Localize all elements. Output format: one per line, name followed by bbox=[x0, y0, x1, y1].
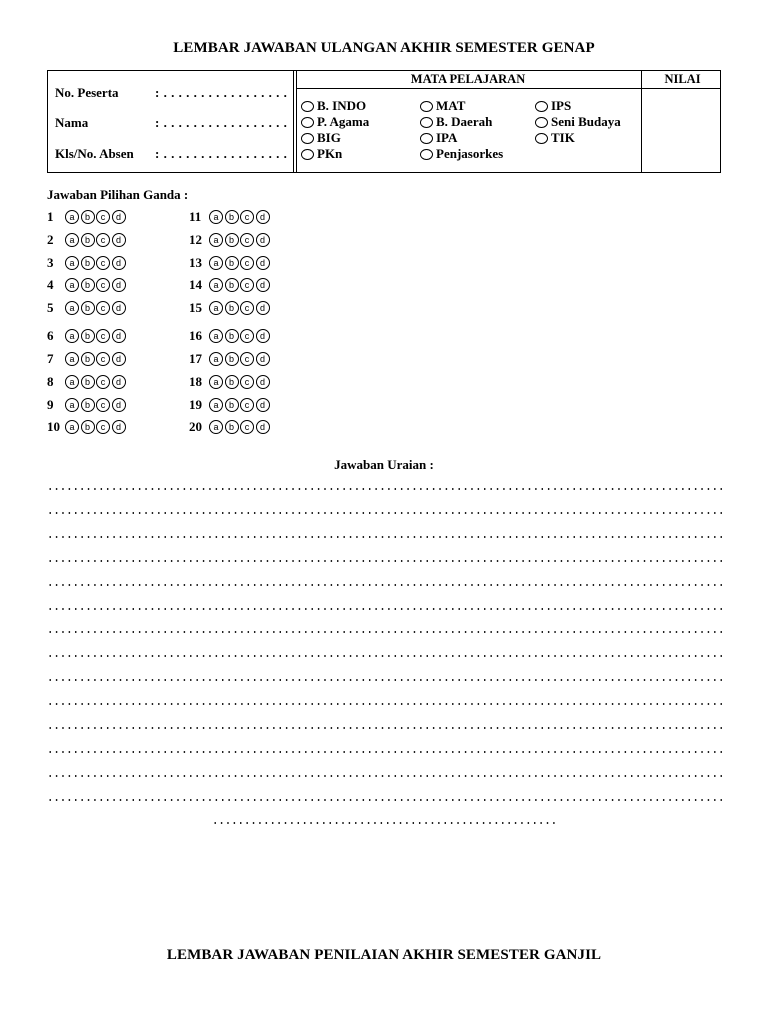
radio-circle-icon[interactable] bbox=[535, 101, 548, 112]
answer-option-bubble[interactable]: b bbox=[225, 301, 239, 315]
answer-option-bubble[interactable]: b bbox=[225, 420, 239, 434]
answer-option-bubble[interactable]: b bbox=[81, 278, 95, 292]
answer-option-bubble[interactable]: a bbox=[65, 233, 79, 247]
essay-line[interactable] bbox=[47, 512, 723, 514]
subject-option[interactable] bbox=[420, 114, 492, 130]
answer-option-bubble[interactable]: b bbox=[225, 375, 239, 389]
subject-label: IPS bbox=[551, 98, 572, 113]
essay-line[interactable] bbox=[47, 799, 723, 801]
subject-label: P. Agama bbox=[317, 114, 370, 129]
mc-question-row bbox=[189, 351, 271, 367]
subject-label: IPA bbox=[436, 130, 458, 145]
question-number: 14 bbox=[189, 277, 202, 292]
answer-option-bubble[interactable]: b bbox=[225, 398, 239, 412]
answer-option-bubble[interactable]: d bbox=[112, 233, 126, 247]
subject-label: PKn bbox=[317, 146, 343, 161]
answer-option-bubble[interactable]: c bbox=[240, 352, 254, 366]
question-number: 1 bbox=[47, 209, 54, 224]
answer-option-bubble[interactable]: d bbox=[112, 375, 126, 389]
radio-circle-icon[interactable] bbox=[420, 101, 433, 112]
answer-option-bubble[interactable]: c bbox=[240, 210, 254, 224]
question-number: 8 bbox=[47, 374, 54, 389]
answer-option-bubble[interactable]: b bbox=[81, 375, 95, 389]
answer-option-bubble[interactable]: a bbox=[65, 329, 79, 343]
answer-option-bubble[interactable]: d bbox=[256, 278, 270, 292]
mc-question-row bbox=[47, 300, 127, 316]
nama-field[interactable]: : . . . . . . . . . . . . . . . . . bbox=[155, 115, 288, 130]
answer-option-bubble[interactable]: b bbox=[81, 256, 95, 270]
mc-question-row bbox=[189, 328, 271, 344]
answer-option-bubble[interactable]: a bbox=[209, 301, 223, 315]
answer-option-bubble[interactable]: a bbox=[65, 420, 79, 434]
mc-question-row bbox=[47, 419, 127, 435]
answer-option-bubble[interactable]: a bbox=[209, 398, 223, 412]
subject-option[interactable] bbox=[301, 114, 369, 130]
answer-option-bubble[interactable]: d bbox=[256, 233, 270, 247]
answer-option-bubble[interactable]: d bbox=[256, 210, 270, 224]
radio-circle-icon[interactable] bbox=[301, 101, 314, 112]
radio-circle-icon[interactable] bbox=[535, 117, 548, 128]
answer-option-bubble[interactable]: c bbox=[96, 329, 110, 343]
essay-line[interactable] bbox=[47, 560, 723, 562]
radio-circle-icon[interactable] bbox=[420, 133, 433, 144]
question-number: 16 bbox=[189, 328, 202, 343]
answer-option-bubble[interactable]: c bbox=[96, 210, 110, 224]
subject-option[interactable] bbox=[535, 98, 571, 114]
essay-line[interactable] bbox=[47, 775, 723, 777]
question-number: 6 bbox=[47, 328, 54, 343]
question-number: 9 bbox=[47, 397, 54, 412]
answer-option-bubble[interactable]: d bbox=[256, 420, 270, 434]
answer-option-bubble[interactable]: a bbox=[209, 278, 223, 292]
nilai-box[interactable] bbox=[642, 89, 720, 172]
answer-option-bubble[interactable]: a bbox=[209, 375, 223, 389]
subject-option[interactable] bbox=[420, 146, 503, 162]
answer-option-bubble[interactable]: d bbox=[256, 375, 270, 389]
question-number: 4 bbox=[47, 277, 54, 292]
essay-line[interactable] bbox=[47, 727, 723, 729]
answer-option-bubble[interactable]: c bbox=[96, 301, 110, 315]
mc-question-row bbox=[189, 419, 271, 435]
answer-option-bubble[interactable]: d bbox=[256, 398, 270, 412]
question-number: 7 bbox=[47, 351, 54, 366]
subjects-header: MATA PELAJARAN bbox=[410, 72, 526, 86]
radio-circle-icon[interactable] bbox=[535, 133, 548, 144]
radio-circle-icon[interactable] bbox=[301, 149, 314, 160]
mc-question-row bbox=[189, 255, 271, 271]
answer-option-bubble[interactable]: c bbox=[240, 256, 254, 270]
essay-line[interactable] bbox=[47, 608, 723, 610]
subject-label: Penjasorkes bbox=[436, 146, 504, 161]
answer-option-bubble[interactable]: b bbox=[81, 233, 95, 247]
subject-option[interactable] bbox=[535, 114, 621, 130]
subject-option[interactable] bbox=[420, 130, 457, 146]
answer-option-bubble[interactable]: d bbox=[112, 210, 126, 224]
answer-option-bubble[interactable]: a bbox=[65, 352, 79, 366]
header-table bbox=[47, 70, 721, 173]
mc-question-row bbox=[47, 255, 127, 271]
mc-question-row bbox=[47, 232, 127, 248]
question-number: 13 bbox=[189, 255, 202, 270]
essay-line[interactable] bbox=[47, 488, 723, 490]
answer-option-bubble[interactable]: b bbox=[225, 210, 239, 224]
answer-option-bubble[interactable]: b bbox=[225, 233, 239, 247]
question-number: 5 bbox=[47, 300, 54, 315]
essay-line[interactable] bbox=[47, 679, 723, 681]
mc-question-row bbox=[189, 374, 271, 390]
radio-circle-icon[interactable] bbox=[301, 117, 314, 128]
answer-option-bubble[interactable]: a bbox=[209, 420, 223, 434]
answer-option-bubble[interactable]: b bbox=[81, 420, 95, 434]
mc-question-row bbox=[189, 277, 271, 293]
question-number: 15 bbox=[189, 300, 202, 315]
answer-option-bubble[interactable]: b bbox=[81, 301, 95, 315]
essay-line[interactable] bbox=[47, 703, 723, 705]
answer-option-bubble[interactable]: b bbox=[225, 352, 239, 366]
answer-option-bubble[interactable]: d bbox=[112, 352, 126, 366]
essay-line[interactable] bbox=[212, 822, 558, 824]
answer-option-bubble[interactable]: a bbox=[209, 256, 223, 270]
answer-option-bubble[interactable]: c bbox=[96, 352, 110, 366]
question-number: 12 bbox=[189, 232, 202, 247]
question-number: 18 bbox=[189, 374, 202, 389]
answer-option-bubble[interactable]: a bbox=[209, 329, 223, 343]
answer-option-bubble[interactable]: c bbox=[240, 301, 254, 315]
answer-option-bubble[interactable]: d bbox=[256, 256, 270, 270]
mc-question-row bbox=[189, 397, 271, 413]
answer-option-bubble[interactable]: d bbox=[256, 352, 270, 366]
radio-circle-icon[interactable] bbox=[420, 117, 433, 128]
answer-option-bubble[interactable]: c bbox=[240, 233, 254, 247]
answer-option-bubble[interactable]: d bbox=[112, 329, 126, 343]
kls-absen-field[interactable]: : . . . . . . . . . . . . . . . . . bbox=[155, 146, 288, 161]
kls-absen-label: Kls/No. Absen bbox=[55, 146, 134, 161]
answer-option-bubble[interactable]: b bbox=[81, 398, 95, 412]
answer-option-bubble[interactable]: a bbox=[209, 233, 223, 247]
essay-line[interactable] bbox=[47, 631, 723, 633]
mc-section-label: Jawaban Pilihan Ganda : bbox=[47, 187, 189, 202]
no-peserta-label: No. Peserta bbox=[55, 85, 119, 100]
answer-option-bubble[interactable]: c bbox=[240, 278, 254, 292]
mc-question-row bbox=[189, 300, 271, 316]
answer-option-bubble[interactable]: c bbox=[240, 375, 254, 389]
answer-option-bubble[interactable]: a bbox=[65, 398, 79, 412]
subject-option[interactable] bbox=[301, 146, 342, 162]
subject-option[interactable] bbox=[301, 130, 341, 146]
answer-option-bubble[interactable]: c bbox=[240, 420, 254, 434]
answer-option-bubble[interactable]: d bbox=[256, 329, 270, 343]
answer-option-bubble[interactable]: b bbox=[81, 210, 95, 224]
subject-label: B. INDO bbox=[317, 98, 367, 113]
answer-option-bubble[interactable]: d bbox=[256, 301, 270, 315]
subject-option[interactable] bbox=[535, 130, 575, 146]
answer-option-bubble[interactable]: c bbox=[96, 256, 110, 270]
answer-option-bubble[interactable]: d bbox=[112, 278, 126, 292]
radio-circle-icon[interactable] bbox=[301, 133, 314, 144]
answer-option-bubble[interactable]: a bbox=[65, 210, 79, 224]
question-number: 10 bbox=[47, 419, 60, 434]
answer-option-bubble[interactable]: d bbox=[112, 301, 126, 315]
question-number: 2 bbox=[47, 232, 54, 247]
answer-option-bubble[interactable]: c bbox=[96, 233, 110, 247]
subject-label: TIK bbox=[551, 130, 575, 145]
no-peserta-field[interactable]: : . . . . . . . . . . . . . . . . . bbox=[155, 85, 288, 100]
essay-line[interactable] bbox=[47, 584, 723, 586]
page-title: LEMBAR JAWABAN ULANGAN AKHIR SEMESTER GENAP bbox=[173, 40, 595, 56]
question-number: 11 bbox=[189, 209, 202, 224]
answer-option-bubble[interactable]: a bbox=[65, 278, 79, 292]
table-divider bbox=[293, 71, 294, 172]
answer-option-bubble[interactable]: b bbox=[225, 278, 239, 292]
answer-option-bubble[interactable]: a bbox=[65, 256, 79, 270]
answer-option-bubble[interactable]: a bbox=[209, 210, 223, 224]
mc-question-row bbox=[47, 351, 127, 367]
mc-question-row bbox=[189, 209, 271, 225]
answer-option-bubble[interactable]: c bbox=[96, 420, 110, 434]
nama-label: Nama bbox=[55, 115, 89, 130]
mc-question-row bbox=[47, 374, 127, 390]
nilai-header: NILAI bbox=[664, 72, 701, 86]
mc-question-row bbox=[47, 277, 127, 293]
mc-question-row bbox=[47, 397, 127, 413]
answer-option-bubble[interactable]: b bbox=[81, 329, 95, 343]
subject-option[interactable] bbox=[420, 98, 465, 114]
question-number: 20 bbox=[189, 419, 202, 434]
subject-label: Seni Budaya bbox=[551, 114, 621, 129]
question-number: 3 bbox=[47, 255, 54, 270]
essay-line[interactable] bbox=[47, 536, 723, 538]
essay-line[interactable] bbox=[47, 751, 723, 753]
question-number: 19 bbox=[189, 397, 202, 412]
answer-option-bubble[interactable]: c bbox=[96, 375, 110, 389]
identity-fields bbox=[55, 71, 291, 171]
answer-option-bubble[interactable]: c bbox=[96, 398, 110, 412]
mc-question-row bbox=[189, 232, 271, 248]
answer-option-bubble[interactable]: a bbox=[65, 301, 79, 315]
subject-label: MAT bbox=[436, 98, 466, 113]
answer-option-bubble[interactable]: a bbox=[65, 375, 79, 389]
answer-option-bubble[interactable]: c bbox=[240, 329, 254, 343]
question-number: 17 bbox=[189, 351, 202, 366]
mc-question-row bbox=[47, 328, 127, 344]
radio-circle-icon[interactable] bbox=[420, 149, 433, 160]
answer-option-bubble[interactable]: b bbox=[225, 329, 239, 343]
essay-line[interactable] bbox=[47, 655, 723, 657]
answer-option-bubble[interactable]: c bbox=[96, 278, 110, 292]
answer-option-bubble[interactable]: d bbox=[112, 420, 126, 434]
subject-option[interactable] bbox=[301, 98, 366, 114]
subject-label: BIG bbox=[317, 130, 341, 145]
essay-section-label: Jawaban Uraian : bbox=[334, 457, 434, 472]
subject-label: B. Daerah bbox=[436, 114, 493, 129]
answer-option-bubble[interactable]: c bbox=[240, 398, 254, 412]
answer-option-bubble[interactable]: d bbox=[112, 398, 126, 412]
mc-question-row bbox=[47, 209, 127, 225]
second-page-title: LEMBAR JAWABAN PENILAIAN AKHIR SEMESTER GANJIL bbox=[166, 947, 602, 963]
answer-option-bubble[interactable]: b bbox=[81, 352, 95, 366]
answer-option-bubble[interactable]: b bbox=[225, 256, 239, 270]
answer-option-bubble[interactable]: a bbox=[209, 352, 223, 366]
answer-option-bubble[interactable]: d bbox=[112, 256, 126, 270]
